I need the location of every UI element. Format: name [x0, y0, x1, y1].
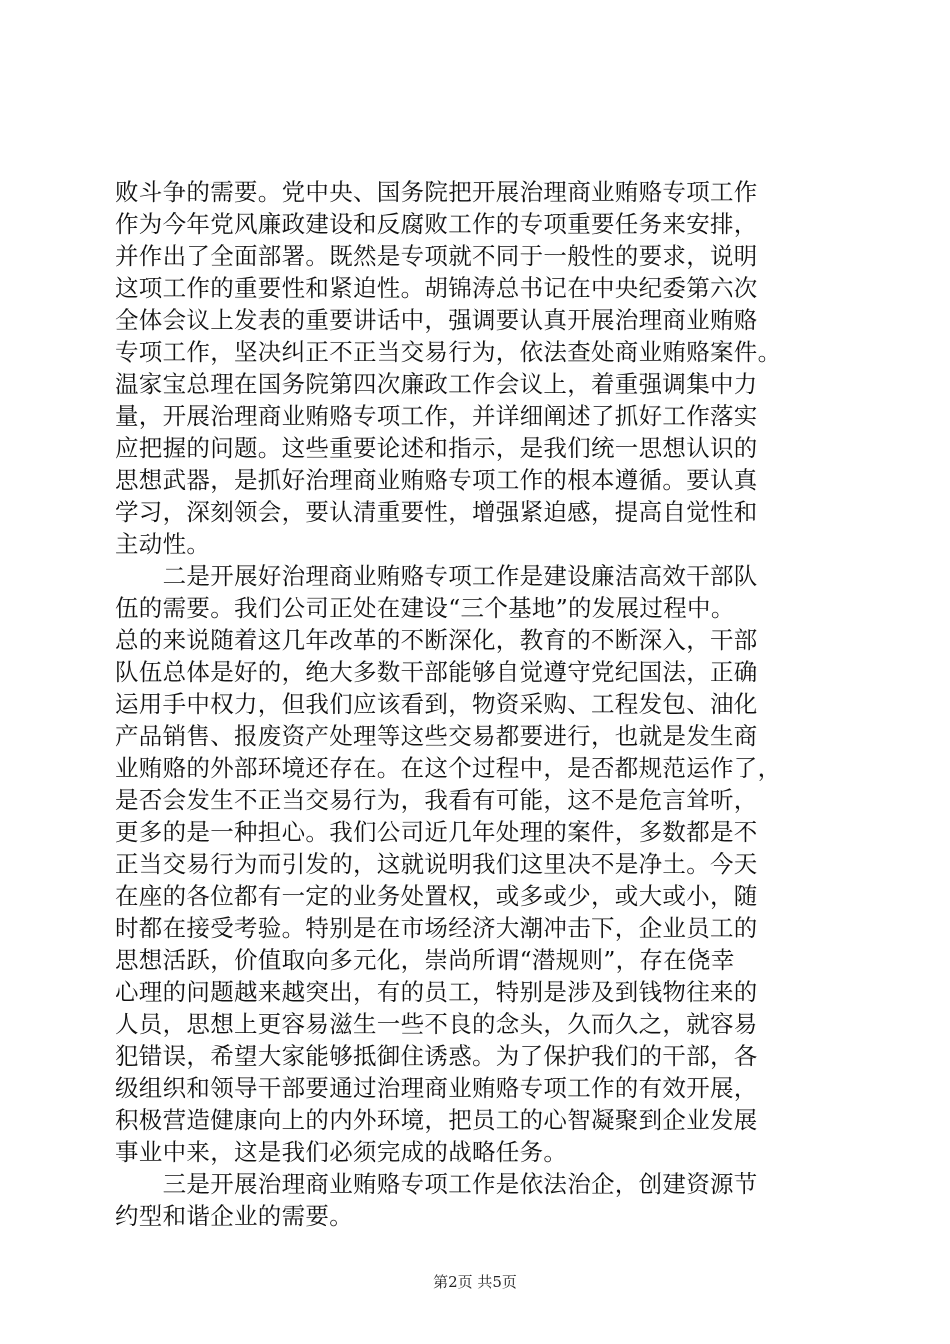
text-line: 全体会议上发表的重要讲话中，强调要认真开展治理商业贿赂 [115, 306, 758, 334]
text-line: 约型和谐企业的需要。 [115, 1202, 353, 1230]
text-line: 思想活跃，价值取向多元化，崇尚所谓“潜规则”，存在侥幸 [115, 946, 735, 974]
text-line: 时都在接受考验。特别是在市场经济大潮冲击下，企业员工的 [115, 914, 758, 942]
text-line: 并作出了全面部署。既然是专项就不同于一般性的要求，说明 [115, 242, 758, 270]
text-line: 队伍总体是好的，绝大多数干部能够自觉遵守党纪国法，正确 [115, 658, 758, 686]
text-line: 在座的各位都有一定的业务处置权，或多或少，或大或小，随 [115, 882, 758, 910]
text-line: 专项工作，坚决纠正不正当交易行为，依法查处商业贿赂案件。 [115, 338, 782, 366]
text-line: 总的来说随着这几年改革的不断深化，教育的不断深入，干部 [115, 626, 758, 654]
text-line: 事业中来，这是我们必须完成的战略任务。 [115, 1138, 568, 1166]
text-line: 二是开展好治理商业贿赂专项工作是建设廉洁高效干部队 [115, 562, 758, 590]
text-line: 学习，深刻领会，要认清重要性，增强紧迫感，提高自觉性和 [115, 498, 758, 526]
text-line: 量，开展治理商业贿赂专项工作，并详细阐述了抓好工作落实 [115, 402, 758, 430]
text-line: 伍的需要。我们公司正处在建设“三个基地”的发展过程中。 [115, 594, 735, 622]
text-line: 心理的问题越来越突出，有的员工，特别是涉及到钱物往来的 [115, 978, 758, 1006]
text-line: 作为今年党风廉政建设和反腐败工作的专项重要任务来安排， [115, 210, 758, 238]
text-line: 犯错误，希望大家能够抵御住诱惑。为了保护我们的干部，各 [115, 1042, 758, 1070]
text-line: 思想武器，是抓好治理商业贿赂专项工作的根本遵循。要认真 [115, 466, 758, 494]
text-line: 更多的是一种担心。我们公司近几年处理的案件，多数都是不 [115, 818, 758, 846]
page-number: 第2页 共5页 [433, 1273, 517, 1291]
text-line: 是否会发生不正当交易行为，我看有可能，这不是危言耸听， [115, 786, 758, 814]
text-line: 温家宝总理在国务院第四次廉政工作会议上，着重强调集中力 [115, 370, 758, 398]
text-line: 三是开展治理商业贿赂专项工作是依法治企，创建资源节 [115, 1170, 758, 1198]
text-line: 主动性。 [115, 530, 211, 558]
text-line: 产品销售、报废资产处理等这些交易都要进行，也就是发生商 [115, 722, 758, 750]
text-line: 积极营造健康向上的内外环境，把员工的心智凝聚到企业发展 [115, 1106, 758, 1134]
text-line: 业贿赂的外部环境还存在。在这个过程中，是否都规范运作了， [115, 754, 782, 782]
text-line: 运用手中权力，但我们应该看到，物资采购、工程发包、油化 [115, 690, 758, 718]
text-line: 这项工作的重要性和紧迫性。胡锦涛总书记在中央纪委第六次 [115, 274, 758, 302]
text-line: 应把握的问题。这些重要论述和指示，是我们统一思想认识的 [115, 434, 758, 462]
text-line: 级组织和领导干部要通过治理商业贿赂专项工作的有效开展， [115, 1074, 758, 1102]
body-text [115, 176, 837, 1232]
text-line: 正当交易行为而引发的，这就说明我们这里决不是净土。今天 [115, 850, 758, 878]
page-footer [0, 1272, 950, 1292]
text-line: 败斗争的需要。党中央、国务院把开展治理商业贿赂专项工作 [115, 178, 758, 206]
text-line: 人员，思想上更容易滋生一些不良的念头，久而久之，就容易 [115, 1010, 758, 1038]
